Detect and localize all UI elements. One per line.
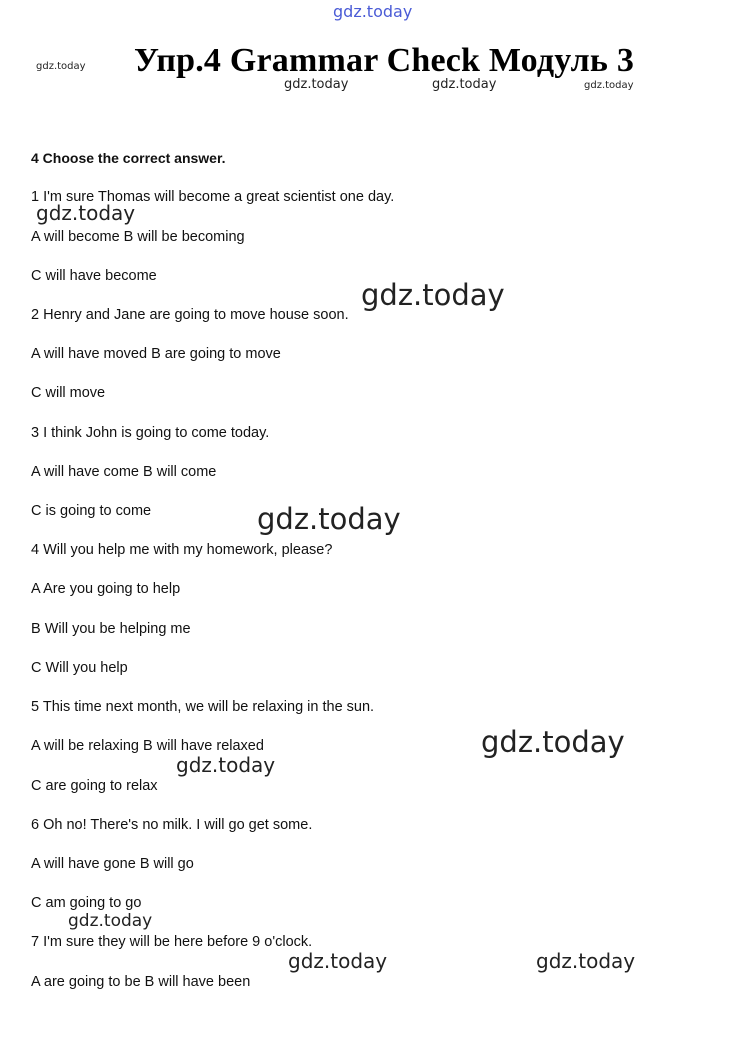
question-2: 2 Henry and Jane are going to move house soon. [31, 307, 349, 323]
watermark: gdz.today [584, 80, 634, 91]
watermark: gdz.today [536, 949, 636, 973]
question-5: 5 This time next month, we will be relaxing in the sun. [31, 699, 375, 715]
watermark: gdz.today [68, 911, 153, 931]
answer-line: C am going to go [31, 895, 142, 911]
answer-line: A will have come B will come [31, 464, 217, 480]
page-title: Упр.4 Grammar Check Модуль 3 [133, 42, 635, 79]
watermark: gdz.today [288, 949, 388, 973]
exercise-heading: 4 Choose the correct answer. [31, 150, 226, 166]
answer-line: A will be relaxing B will have relaxed [31, 738, 264, 754]
answer-line: C Will you help [31, 660, 128, 676]
answer-line: A are going to be B will have been [31, 974, 251, 990]
answer-line: C will have become [31, 268, 157, 284]
watermark: gdz.today [481, 725, 625, 759]
answer-line: A will have gone B will go [31, 856, 194, 872]
watermark: gdz.today [36, 201, 136, 225]
question-4: 4 Will you help me with my homework, please? [31, 542, 333, 558]
answer-line: C is going to come [31, 503, 152, 519]
question-6: 6 Oh no! There's no milk. I will go get some. [31, 817, 313, 833]
question-1: 1 I'm sure Thomas will become a great scientist one day. [31, 189, 395, 205]
watermark: gdz.today [36, 61, 86, 72]
answer-line: C will move [31, 385, 106, 401]
answer-line: C are going to relax [31, 778, 158, 794]
question-7: 7 I'm sure they will be here before 9 o'clock. [31, 934, 313, 950]
question-3: 3 I think John is going to come today. [31, 425, 270, 441]
watermark: gdz.today [361, 278, 505, 312]
watermark: gdz.today [284, 77, 349, 92]
watermark: gdz.today [257, 502, 401, 536]
answer-line: A will have moved B are going to move [31, 346, 281, 362]
watermark: gdz.today [176, 753, 276, 777]
watermark: gdz.today [333, 2, 413, 21]
answer-line: A Are you going to help [31, 581, 181, 597]
watermark: gdz.today [432, 77, 497, 92]
answer-line: B Will you be helping me [31, 621, 191, 637]
answer-line: A will become B will be becoming [31, 229, 245, 245]
